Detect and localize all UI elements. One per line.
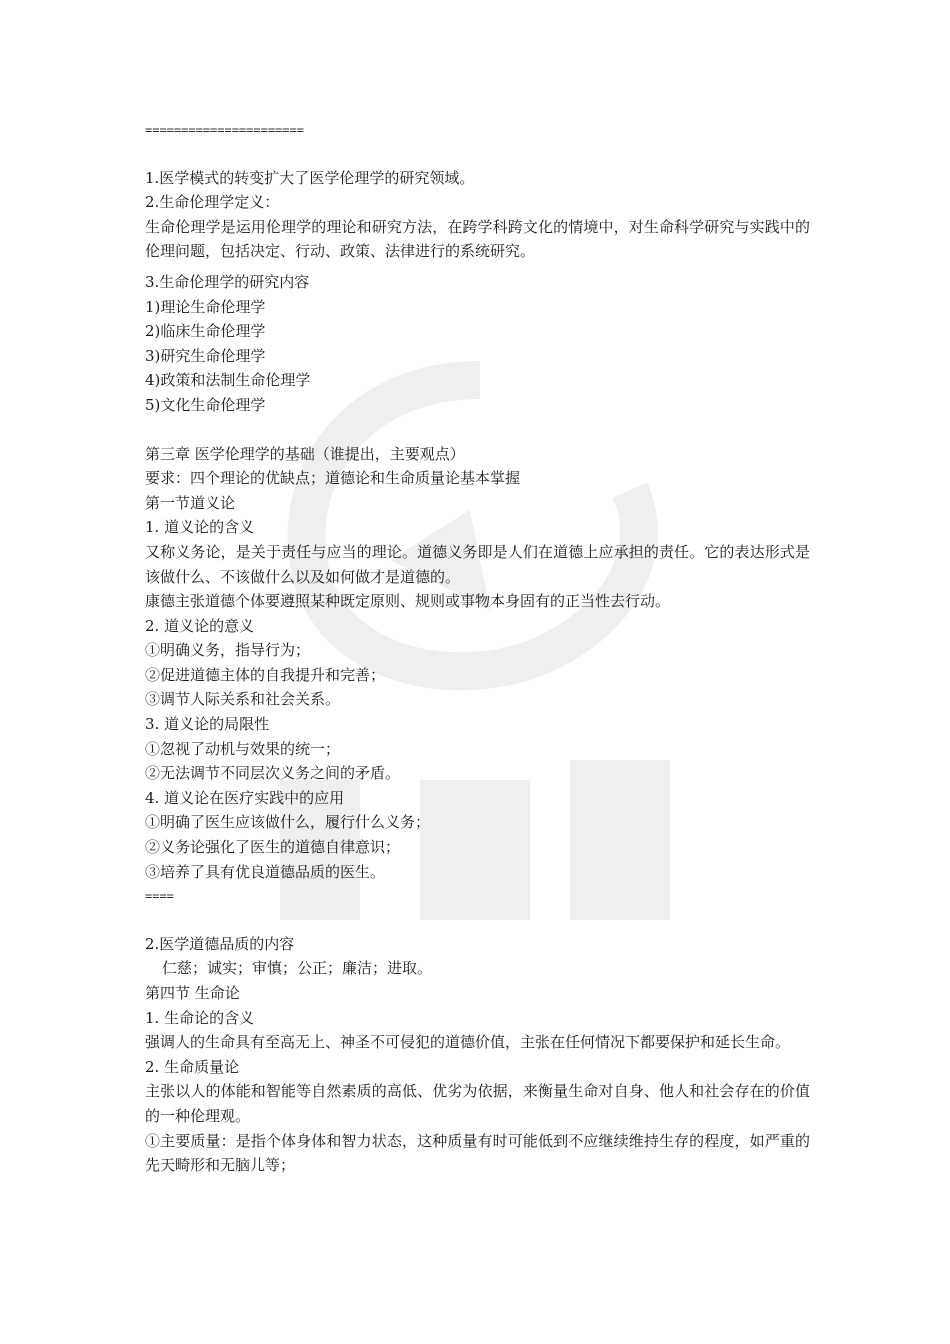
- list-item: ①主要质量：是指个体身体和智力状态，这种质量有时可能低到不应继续维持生存的程度，如严重的先天畸形和无脑儿等；: [145, 1131, 810, 1175]
- list-item: ②促进道德主体的自我提升和完善；: [145, 665, 386, 684]
- list-item: 1)理论生命伦理学: [145, 297, 266, 316]
- section-heading: 第四节 生命论: [145, 984, 240, 1002]
- paragraph: 要求：四个理论的优缺点；道德论和生命质量论基本掌握: [145, 469, 521, 488]
- list-item: 3)研究生命伦理学: [145, 346, 266, 365]
- list-item: ①明确义务，指导行为；: [145, 641, 311, 660]
- list-item: ③调节人际关系和社会关系。: [145, 690, 341, 709]
- paragraph: 主张以人的体能和智能等自然素质的高低、优劣为依据，来衡量生命对自身、他人和社会存在的价值的一种伦理观。: [145, 1082, 810, 1125]
- chapter-heading: 第三章 医学伦理学的基础（谁提出，主要观点）: [145, 444, 465, 463]
- paragraph: 3.生命伦理学的研究内容: [145, 272, 310, 291]
- section-heading: 第一节道义论: [145, 493, 236, 512]
- paragraph: 1.医学模式的转变扩大了医学伦理学的研究领域。: [145, 168, 475, 187]
- list-item: ①忽视了动机与效果的统一；: [145, 739, 341, 758]
- paragraph: 又称义务论，是关于责任与应当的理论。道德义务即是人们在道德上应承担的责任。它的表达形式是该做什么、不该做什么以及如何做才是道德的。: [145, 542, 810, 586]
- list-item: 4)政策和法制生命伦理学: [145, 371, 311, 390]
- list-item: ①明确了医生应该做什么，履行什么义务；: [145, 813, 431, 832]
- list-item: ②无法调节不同层次义务之间的矛盾。: [145, 764, 401, 783]
- subheading: 1. 生命论的含义: [145, 1008, 255, 1027]
- paragraph: 2.生命伦理学定义：: [145, 193, 280, 212]
- subheading: 2. 道义论的意义: [145, 616, 255, 635]
- subheading: 4. 道义论在医疗实践中的应用: [145, 788, 345, 807]
- paragraph: 仁慈；诚实；审慎；公正；廉洁；进取。: [162, 959, 433, 978]
- paragraph: 强调人的生命具有至高无上、神圣不可侵犯的道德价值，主张在任何情况下都要保护和延长生命。: [145, 1033, 791, 1052]
- separator-rule: ======================: [145, 123, 304, 137]
- list-item: ③培养了具有优良道德品质的医生。: [145, 862, 386, 881]
- paragraph: 康德主张道德个体要遵照某种既定原则、规则或事物本身固有的正当性去行动。: [145, 592, 671, 611]
- list-item: 5)文化生命伦理学: [145, 395, 266, 414]
- subheading: 3. 道义论的局限性: [145, 715, 270, 734]
- paragraph: 2.医学道德品质的内容: [145, 934, 295, 953]
- paragraph: 生命伦理学是运用伦理学的理论和研究方法，在跨学科跨文化的情境中，对生命科学研究与实践中的伦理问题，包括决定、行动、政策、法律进行的系统研究。: [145, 217, 810, 261]
- document-body: [145, 118, 810, 1178]
- list-item: ②义务论强化了医生的道德自律意识；: [145, 838, 401, 857]
- subheading: 2. 生命质量论: [145, 1057, 240, 1076]
- subheading: 1. 道义论的含义: [145, 518, 255, 537]
- list-item: 2)临床生命伦理学: [145, 322, 266, 341]
- separator-rule: ====: [145, 889, 174, 904]
